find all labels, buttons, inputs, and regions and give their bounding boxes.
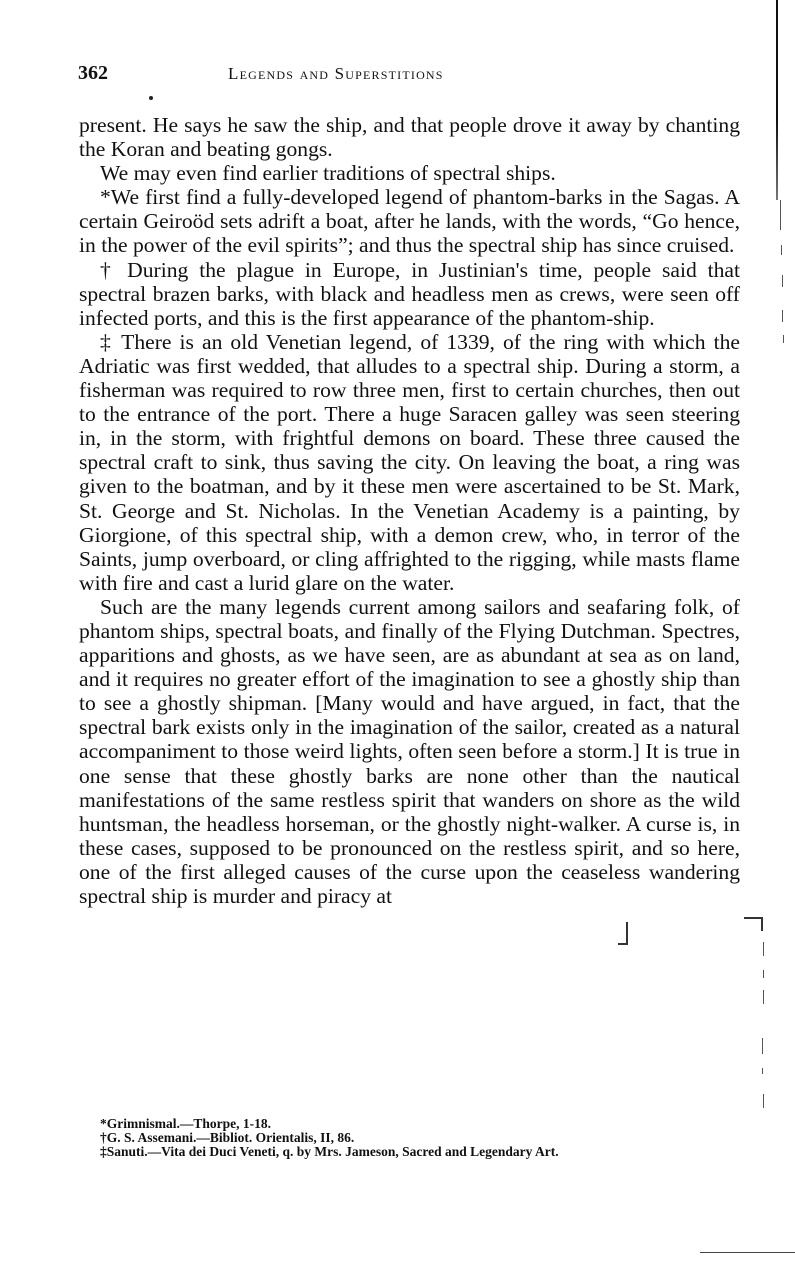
margin-mark <box>762 1038 763 1054</box>
margin-mark <box>782 310 783 322</box>
margin-mark <box>782 275 783 287</box>
page-number: 362 <box>78 62 108 84</box>
footnotes <box>79 1117 740 1159</box>
footnote-3: ‡Sanuti.—Vita dei Duci Veneti, q. by Mrs. Jameson, Sacred and Legendary Art. <box>100 1144 559 1159</box>
running-head <box>78 62 740 86</box>
paragraph-plague: † During the plague in Europe, in Justinian's time, people said that spectral brazen barks, with black and headless men as crews, were seen off infected ports, and this is the first appearance of the phantom-ship. <box>79 257 740 330</box>
margin-mark <box>763 942 764 956</box>
paragraph-continuation: present. He says he saw the ship, and that people drove it away by chanting the Koran and beating gongs. <box>79 113 740 162</box>
page-edge-rule <box>776 0 778 200</box>
footnote-1: *Grimnismal.—Thorpe, 1-18. <box>100 1116 271 1131</box>
margin-mark <box>763 990 764 1004</box>
paragraph-earlier-traditions: We may even find earlier traditions of spectral ships. <box>100 161 556 186</box>
running-title: Legends and Superstitions <box>228 64 444 83</box>
stray-mark <box>149 96 153 100</box>
body-text <box>79 113 740 908</box>
footnote-2: †G. S. Assemani.—Bibliot. Orientalis, II, 86. <box>100 1130 355 1145</box>
margin-mark <box>763 1094 764 1108</box>
margin-mark <box>781 245 782 255</box>
margin-mark <box>780 200 781 230</box>
margin-mark <box>763 970 764 978</box>
margin-mark <box>762 1068 763 1074</box>
paragraph-summary: Such are the many legends current among sailors and seafaring folk, of phantom ships, spectral boats, and finally of the Flying Dutchman. Spectres, apparitions and ghosts, as we have seen, are as abundant at sea as on land, and it requires no greater effort of the imagination to see a ghostly ship than to see a ghostly shipman. [Many would and have argued, in fact, that the spectral bark exists only in the imagination of the sailor, created as a natural accompaniment to those weird lights, often seen before a storm.] It is true in one sense that these ghostly barks are none other than the nautical manifestations of the same restless spirit that wanders on shore as the wild huntsman, the headless horseman, or the ghostly night-walker. A curse is, in these cases, supposed to be pronounced on the restless spirit, and so here, one of the first alleged causes of the curse upon the ceaseless wandering spectral ship is murder and piracy at <box>79 594 740 908</box>
paragraph-sagas: *We first find a fully-developed legend of phantom-barks in the Sagas. A certain Geiroöd sets adrift a boat, after he lands, with the words, “Go hence, in the power of the evil spirits”; and thus the spectral ship has since cruised. <box>79 185 740 258</box>
bracket-stroke <box>626 922 628 944</box>
paragraph-venetian-legend: ‡ There is an old Venetian legend, of 1339, of the ring with which the Adriatic was first wedded, that alludes to a spectral ship. During a storm, a fisherman was required to row three men, first to certain churches, then out to the entrance of the port. There a huge Saracen galley was seen steering in, in the storm, with frightful demons on board. These three caused the spectral craft to sink, thus saving the city. On leaving the boat, a ring was given to the boatman, and by it these men were ascertained to be St. Mark, St. George and St. Nicholas. In the Venetian Academy is a painting, by Giorgione, of this spectral ship, with a demon crew, who, in terror of the Saints, jump overboard, or cling affrighted to the rigging, while masts flame with fire and cast a lurid glare on the water. <box>79 329 740 595</box>
bracket-stroke <box>744 917 762 919</box>
bracket-stroke <box>761 917 763 931</box>
page-bottom-edge <box>700 1252 795 1253</box>
margin-mark <box>783 335 784 343</box>
bracket-stroke <box>618 943 628 945</box>
